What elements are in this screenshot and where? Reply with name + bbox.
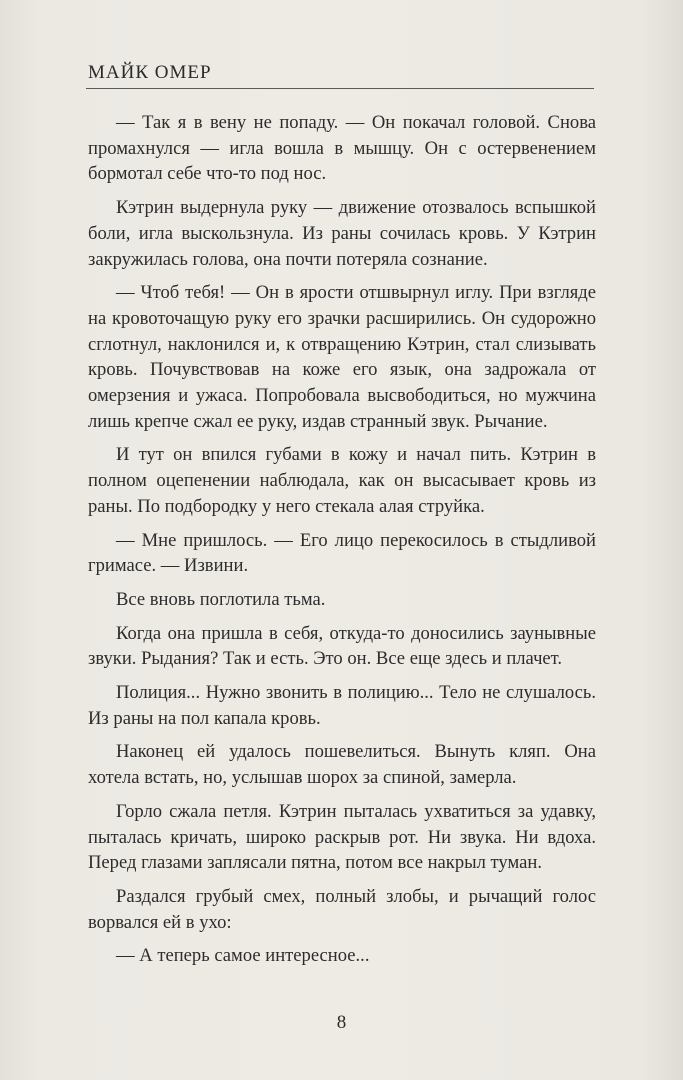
header-rule [86,88,594,89]
paragraph: — Мне пришлось. — Его лицо перекосилось в стыдливой гримасе. — Извини. [88,529,596,577]
paragraph: И тут он впился губами в кожу и начал пить. Кэтрин в полном оцепенении наблюдала, как он высасывает кровь из раны. По подбородку у него стекала алая струйка. [88,444,596,517]
page-number: 8 [336,1012,347,1033]
paragraph: — Так я в вену не попаду. — Он покачал головой. Снова промахнулся — игла вошла в мышцу. Он с остервенением бормотал себе что-то под нос. [88,112,596,185]
paragraph: Наконец ей удалось пошевелиться. Вынуть кляп. Она хотела встать, но, услышав шорох за спиной, замерла. [88,741,596,789]
running-head: МАЙК ОМЕР [88,62,212,83]
paragraph: Полиция... Нужно звонить в полицию... Тело не слушалось. Из раны на пол капала кровь. [88,682,596,729]
body-text [88,110,596,977]
paragraph: Все вновь поглотила тьма. [116,588,326,610]
paragraph: Когда она пришла в себя, откуда-то доносились заунывные звуки. Рыдания? Так и есть. Это он. Все еще здесь и плачет. [88,622,596,670]
paragraph: Кэтрин выдернула руку — движение отозвалось вспышкой боли, игла выскользнула. Из раны сочилась кровь. У Кэтрин закружилась голова, она почти потеряла сознание. [88,197,596,270]
paragraph: — А теперь самое интересное... [116,945,370,967]
paragraph: — Чтоб тебя! — Он в ярости отшвырнул иглу. При взгляде на кровоточащую руку его зрачки расширились. Он судорожно сглотнул, наклонился и, к отвращению Кэтрин, стал слизывать кровь. Почувствовав на коже его язык, она задрожала от омерзения и ужаса. Попробовала высвободиться, но мужчина лишь крепче сжал ее руку, издав странный звук. Рычание. [88,282,596,432]
paragraph: Раздался грубый смех, полный злобы, и рычащий голос ворвался ей в ухо: [88,885,596,933]
paragraph: Горло сжала петля. Кэтрин пыталась ухватиться за удавку, пыталась кричать, широко раскрыв рот. Ни звука. Ни вдоха. Перед глазами заплясали пятна, потом все накрыл туман. [88,800,596,874]
